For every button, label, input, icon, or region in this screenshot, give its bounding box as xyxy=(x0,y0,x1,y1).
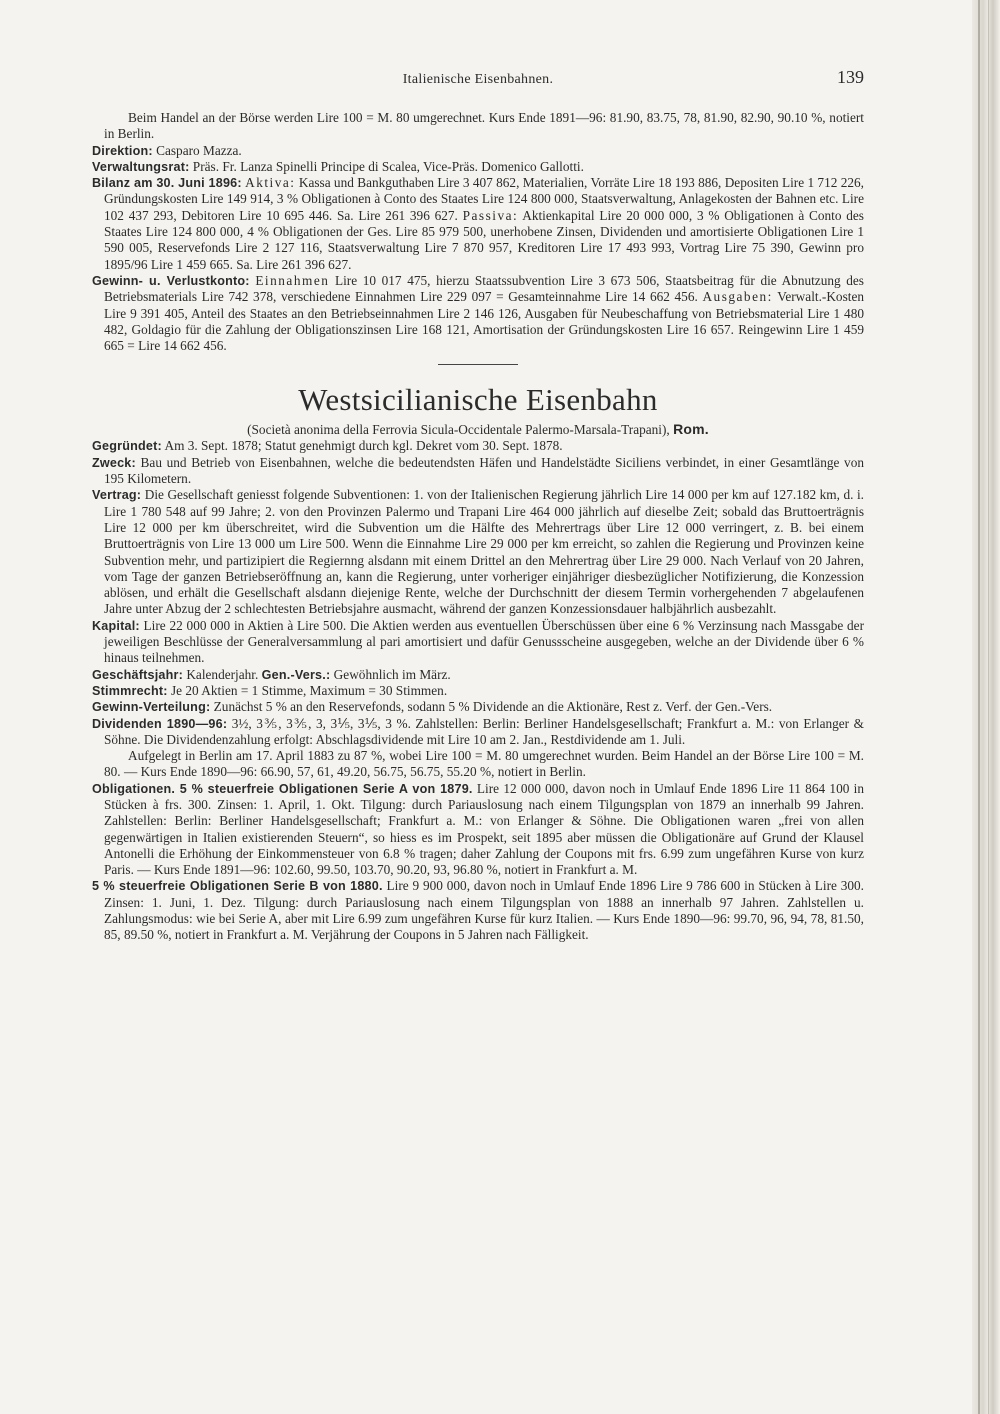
entry-text: Lire 12 000 000, davon noch in Umlauf Ende 1896 Lire 11 864 100 in Stücken à frs. 300. Zinsen: 1. April, 1. Okt. Tilgung: durch Pariauslosung nach einem Tilgungsplan von 1879 an innerhalb 99 Jahren. Zahlstellen: Berlin: Berliner Handelsgesellschaft; Frankfurt a. M.: von Erlanger & Söhne. Die Obligationen waren „frei von allen gegenwärtigen in Italien existierenden Steuern“, so hiess es im Prospekt, seit 1895 aber müssen die Obligationäre auf Grund der Klausel Antonelli die Erhöhung der Einkommensteuer von 6.8 % tragen; daher Zahlung der Coupons mit frs. 6.99 zum ungefähren Kurse von kurz Paris. — Kurs Ende 1891—96: 102.60, 99.50, 103.70, 90.20, 93, 96.80 %, notiert in Frankfurt a. M. xyxy=(104,780,864,878)
company-heading: Westsicilianische Eisenbahn xyxy=(298,382,658,418)
einnahmen-label: Einnahmen xyxy=(255,272,330,288)
entry-vertrag xyxy=(92,487,864,617)
paragraph-text: Aufgelegt in Berlin am 17. April 1883 zu 87 %, wobei Lire 100 = M. 80 umgerechnet wurden. Beim Handel an der Börse Lire 100 = M. 80. — Kurs Ende 1890—96: 66.90, 57, 61, 49.20, 56.75, 56.75, 55.20 %, notiert in Berlin. xyxy=(104,748,864,780)
entry-text: Kassa und Bankguthaben Lire 3 407 862, Materialien, Vorräte Lire 18 193 886, Depositen Lire 1 712 226, Gründungskosten Lire 149 914, 3 % Obligationen à Conto des Staates Lire 124 800 000, Staatsverwaltung, Anlagekosten der Bahnen etc. Lire 102 437 293, Debitoren Lire 10 695 446. Sa. Lire 261 396 627. xyxy=(104,175,864,223)
entry-dividenden xyxy=(92,716,864,749)
binding-line xyxy=(988,0,989,1414)
entry-direktion xyxy=(92,143,864,159)
entry-label: Gewinn- u. Verlustkonto: xyxy=(92,273,250,288)
entry-text: Casparo Mazza. xyxy=(152,142,242,158)
entry-text: Lire 22 000 000 in Aktien à Lire 500. Die Aktien werden aus eventuellen Überschüssen über eine 6 % Verzinsung nach Massgabe der jeweiligen Beschlüsse der Generalversammlung al pari amortisiert und dafür Genussscheine ausgegeben, welche an der Dividende über 6 % hinaus teilnehmen. xyxy=(104,617,864,666)
entry-text: Verwalt.-Kosten Lire 9 391 405, Anteil des Staates an den Betriebseinnahmen Lire 2 146 126, Ausgaben für Neubeschaffung von Betriebsmaterial Lire 1 480 482, Goldagio für die Zahlung der Obligationszinsen Lire 168 121, Amortisation der Gründungskosten Lire 16 657. Reingewinn Lire 1 459 665 = Lire 14 662 456. xyxy=(104,289,865,354)
document-page xyxy=(92,0,864,944)
entry-text: Lire 10 017 475, hierzu Staatssubvention Lire 3 673 506, Staatsbeitrag für die Abnutzung des Betriebsmaterials Lire 742 378, verschiedene Einnahmen Lire 229 097 = Gesamteinnahme Lire 14 662 456. xyxy=(104,272,864,305)
entry-label: Bilanz am 30. Juni 1896: xyxy=(92,176,242,191)
subtitle-text: (Società anonima della Ferrovia Sicula-Occidentale Palermo-Marsala-Trapani), xyxy=(247,422,670,438)
entry-label: Stimmrecht: xyxy=(92,683,168,698)
paragraph-aufgelegt xyxy=(92,748,864,781)
entry-text: Bau und Betrieb von Eisenbahnen, welche die bedeutendsten Häfen und Handelstädte Siciliens verbindet, in einer Gesamtlänge von 195 Kilometern. xyxy=(104,454,864,487)
entry-label: 5 % steuerfreie Obligationen Serie B von 1880. xyxy=(92,879,383,894)
entry-text: 3½, 3⅗, 3⅗, 3, 3⅕, 3⅕, 3 %. Zahlstellen: Berlin: Berliner Handelsgesellschaft; Frankfurt a. M.: von Erlanger & Söhne. Die Dividendenzahlung erfolgt: Abschlagsdividende mit Lire 10 am 2. Jan., Restdividende am 1. Juli. xyxy=(104,715,864,747)
entry-geschaeftsjahr xyxy=(92,667,864,683)
entry-label: Gegründet: xyxy=(92,439,162,454)
entry-text: Lire 9 900 000, davon noch in Umlauf Ende 1896 Lire 9 786 600 in Stücken à Lire 300. Zinsen: 1. Juni, 1. Dez. Tilgung: durch Pariauslosung nach einem Tilgungsplan von 1888 an innerhalb 97 Jahren. Zahlstellen u. Zahlungsmodus: wie bei Serie A, aber mit Lire 6.99 zum ungefähren Kurse für kurz Italien. — Kurs Ende 1890—96: 99.70, 96, 94, 78, 81.50, 85, 89.50 %, notiert in Frankfurt a. M. Verjährung der Coupons in 5 Jahren nach Fälligkeit. xyxy=(104,878,865,943)
entry-label: Dividenden 1890—96: xyxy=(92,716,228,731)
scan-binding-edge xyxy=(972,0,1000,1414)
page-header xyxy=(92,67,864,92)
entry-text: Gewöhnlich im März. xyxy=(330,666,451,682)
entry-text: Am 3. Sept. 1878; Statut genehmigt durch kgl. Dekret vom 30. Sept. 1878. xyxy=(161,438,563,454)
paragraph-text: Beim Handel an der Börse werden Lire 100 = M. 80 umgerechnet. Kurs Ende 1891—96: 81.90, 83.75, 78, 81.90, 82.90, 90.10 %, notiert in Berlin. xyxy=(104,110,864,142)
company-seat: Rom. xyxy=(673,421,709,438)
section-divider xyxy=(438,364,518,365)
entry-verwaltungsrat xyxy=(92,159,864,175)
entry-label: Verwaltungsrat: xyxy=(92,159,190,174)
entry-bilanz xyxy=(92,175,864,273)
entry-kapital xyxy=(92,618,864,667)
company-subtitle xyxy=(92,421,864,438)
entry-text: Präs. Fr. Lanza Spinelli Principe di Scalea, Vice-Präs. Domenico Gallotti. xyxy=(189,158,584,174)
entry-text: Je 20 Aktien = 1 Stimme, Maximum = 30 Stimmen. xyxy=(167,682,448,698)
entry-text: Aktienkapital Lire 20 000 000, 3 % Obligationen à Conto des Staates Lire 124 800 000, 4 % Obligationen der Ges. Lire 85 979 500, unerhobene Zinsen, Dividenden und amortisierte Obligationen Lire 1 590 005, Reservefonds Lire 2 127 116, Staatsverwaltung Lire 7 870 957, Kreditoren Lire 17 493 993, Vortrag Lire 75 390, Gewinn pro 1895/96 Lire 1 459 665. Sa. Lire 261 396 627. xyxy=(104,207,864,272)
entry-label: Geschäftsjahr: xyxy=(92,667,183,682)
entry-gewinn-verlustkonto xyxy=(92,273,864,354)
entry-stimmrecht xyxy=(92,683,864,699)
entry-gewinn-verteilung xyxy=(92,699,864,715)
paragraph-boersenhandel xyxy=(92,110,864,143)
ausgaben-label: Ausgaben: xyxy=(702,289,773,305)
entry-label: Kapital: xyxy=(92,618,140,633)
entry-text: Kalenderjahr. xyxy=(183,666,259,682)
entry-text: Die Gesellschaft geniesst folgende Subventionen: 1. von der Italienischen Regierung jährlich Lire 14 000 per km auf 127.182 km, d. i. Lire 1 780 548 auf 99 Jahre; 2. von den Provinzen Palermo und Trapani Lire 464 000 jährlich auf dieselbe Zeit; sobald das Bruttoerträgnis Lire 12 000 per km überschreitet, wird die Subvention um die Hälfte des Mehrertrags über Lire 12 000 verringert, z. B. bei einem Bruttoerträgnis von Lire 13 000 um Lire 500. Wenn die Einnahme Lire 29 000 per km erreicht, so zahlen die Regierung und Provinzen keine Subvention mehr, und partizipiert die Regiernng alsdann mit einem Drittel an den Mehrertrag über Lire 29 000. Nach Verlauf von 20 Jahren, vom Tage der ganzen Betriebseröffnung an, kann die Regierung, unter vorheriger einjähriger diesbezüglicher Notifizierung, die Konzession ablösen, und erhält die Gesellschaft alsdann diejenige Rente, welche der Durchschnitt der diesem Termin vorhergehenden 7 abgelaufenen Jahre unter Abzug der 2 schlechtesten Betriebsjahre ausmacht, während der ganzen Konzessionsdauer halbjährlich ausbezahlt. xyxy=(104,487,864,617)
passiva-label: Passiva: xyxy=(462,207,519,223)
binding-line xyxy=(978,0,980,1414)
entry-zweck xyxy=(92,455,864,488)
aktiva-label: Aktiva: xyxy=(245,175,296,191)
entry-label: Gewinn-Verteilung: xyxy=(92,700,211,715)
entry-label: Obligationen. 5 % steuerfreie Obligationen Serie A von 1879. xyxy=(92,781,473,796)
entry-obligationen-serie-a xyxy=(92,781,864,879)
entry-label: Vertrag: xyxy=(92,488,142,503)
entry-obligationen-serie-b xyxy=(92,878,864,943)
running-title: Italienische Eisenbahnen. xyxy=(402,72,554,87)
page-number: 139 xyxy=(837,67,864,87)
entry-label: Zweck: xyxy=(92,455,136,470)
entry-label: Gen.-Vers.: xyxy=(261,667,331,682)
entry-gegruendet xyxy=(92,438,864,454)
entry-label: Direktion: xyxy=(92,143,153,158)
entry-text: Zunächst 5 % an den Reservefonds, sodann 5 % Dividende an die Aktionäre, Rest z. Verf. der Gen.-Vers. xyxy=(210,699,773,715)
